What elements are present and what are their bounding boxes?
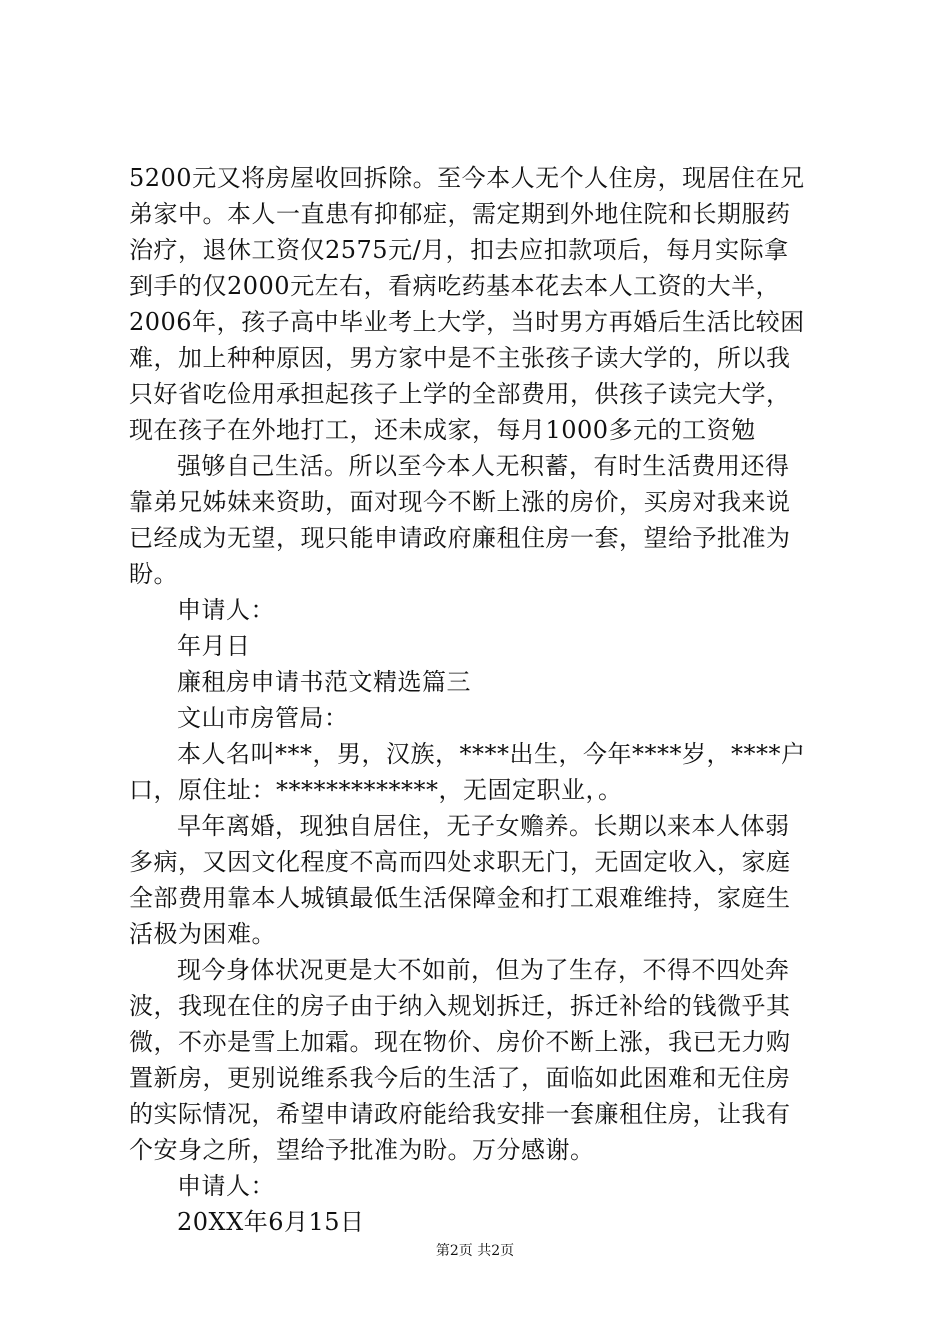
section-title: 廉租房申请书范文精选篇三 (177, 668, 471, 696)
body-line: 只好省吃俭用承担起孩子上学的全部费用，供孩子读完大学， (129, 380, 791, 408)
body-line: 强够自己生活。所以至今本人无积蓄，有时生活费用还得 (177, 452, 790, 480)
body-line: 活极为困难。 (129, 920, 276, 948)
signature-date: 20XX年6月15日 (177, 1208, 365, 1236)
body-line: 已经成为无望，现只能申请政府廉租住房一套，望给予批准为 (129, 524, 791, 552)
body-line: 盼。 (129, 560, 178, 588)
body-line: 全部费用靠本人城镇最低生活保障金和打工艰难维持，家庭生 (129, 884, 791, 912)
applicant-label: 申请人： (177, 1172, 275, 1200)
body-line: 早年离婚，现独自居住，无子女赡养。长期以来本人体弱 (177, 812, 790, 840)
body-line: 2006年，孩子高中毕业考上大学，当时男方再婚后生活比较困 (129, 308, 805, 336)
body-line: 弟家中。本人一直患有抑郁症，需定期到外地住院和长期服药 (129, 200, 791, 228)
body-line: 多病，又因文化程度不高而四处求职无门，无固定收入，家庭 (129, 848, 791, 876)
body-line: 的实际情况，希望申请政府能给我安排一套廉租住房，让我有 (129, 1100, 791, 1128)
page-number-footer: 第2页 共2页 (435, 1243, 515, 1259)
date-placeholder: 年月日 (177, 632, 251, 660)
recipient-line: 文山市房管局： (177, 704, 349, 732)
body-line: 现今身体状况更是大不如前，但为了生存，不得不四处奔 (177, 956, 790, 984)
body-line: 本人名叫***，男，汉族，****出生，今年****岁，****户 (177, 740, 806, 768)
applicant-label: 申请人： (177, 596, 275, 624)
body-line: 个安身之所，望给予批准为盼。万分感谢。 (129, 1136, 595, 1164)
body-line: 治疗，退休工资仅2575元/月，扣去应扣款项后，每月实际拿 (129, 236, 789, 264)
body-line: 微，不亦是雪上加霜。现在物价、房价不断上涨，我已无力购 (129, 1028, 791, 1056)
body-line: 5200元又将房屋收回拆除。至今本人无个人住房，现居住在兄 (129, 164, 805, 192)
body-line: 靠弟兄姊妹来资助，面对现今不断上涨的房价，买房对我来说 (129, 488, 791, 516)
body-line: 波，我现在住的房子由于纳入规划拆迁，拆迁补给的钱微乎其 (129, 992, 791, 1020)
body-line: 难，加上种种原因，男方家中是不主张孩子读大学的，所以我 (129, 344, 791, 372)
body-line: 现在孩子在外地打工，还未成家，每月1000多元的工资勉 (129, 416, 756, 444)
body-line: 置新房，更别说维系我今后的生活了，面临如此困难和无住房 (129, 1064, 791, 1092)
body-line: 口，原住址：*************，无固定职业，。 (129, 776, 623, 804)
body-line: 到手的仅2000元左右，看病吃药基本花去本人工资的大半， (129, 272, 781, 300)
